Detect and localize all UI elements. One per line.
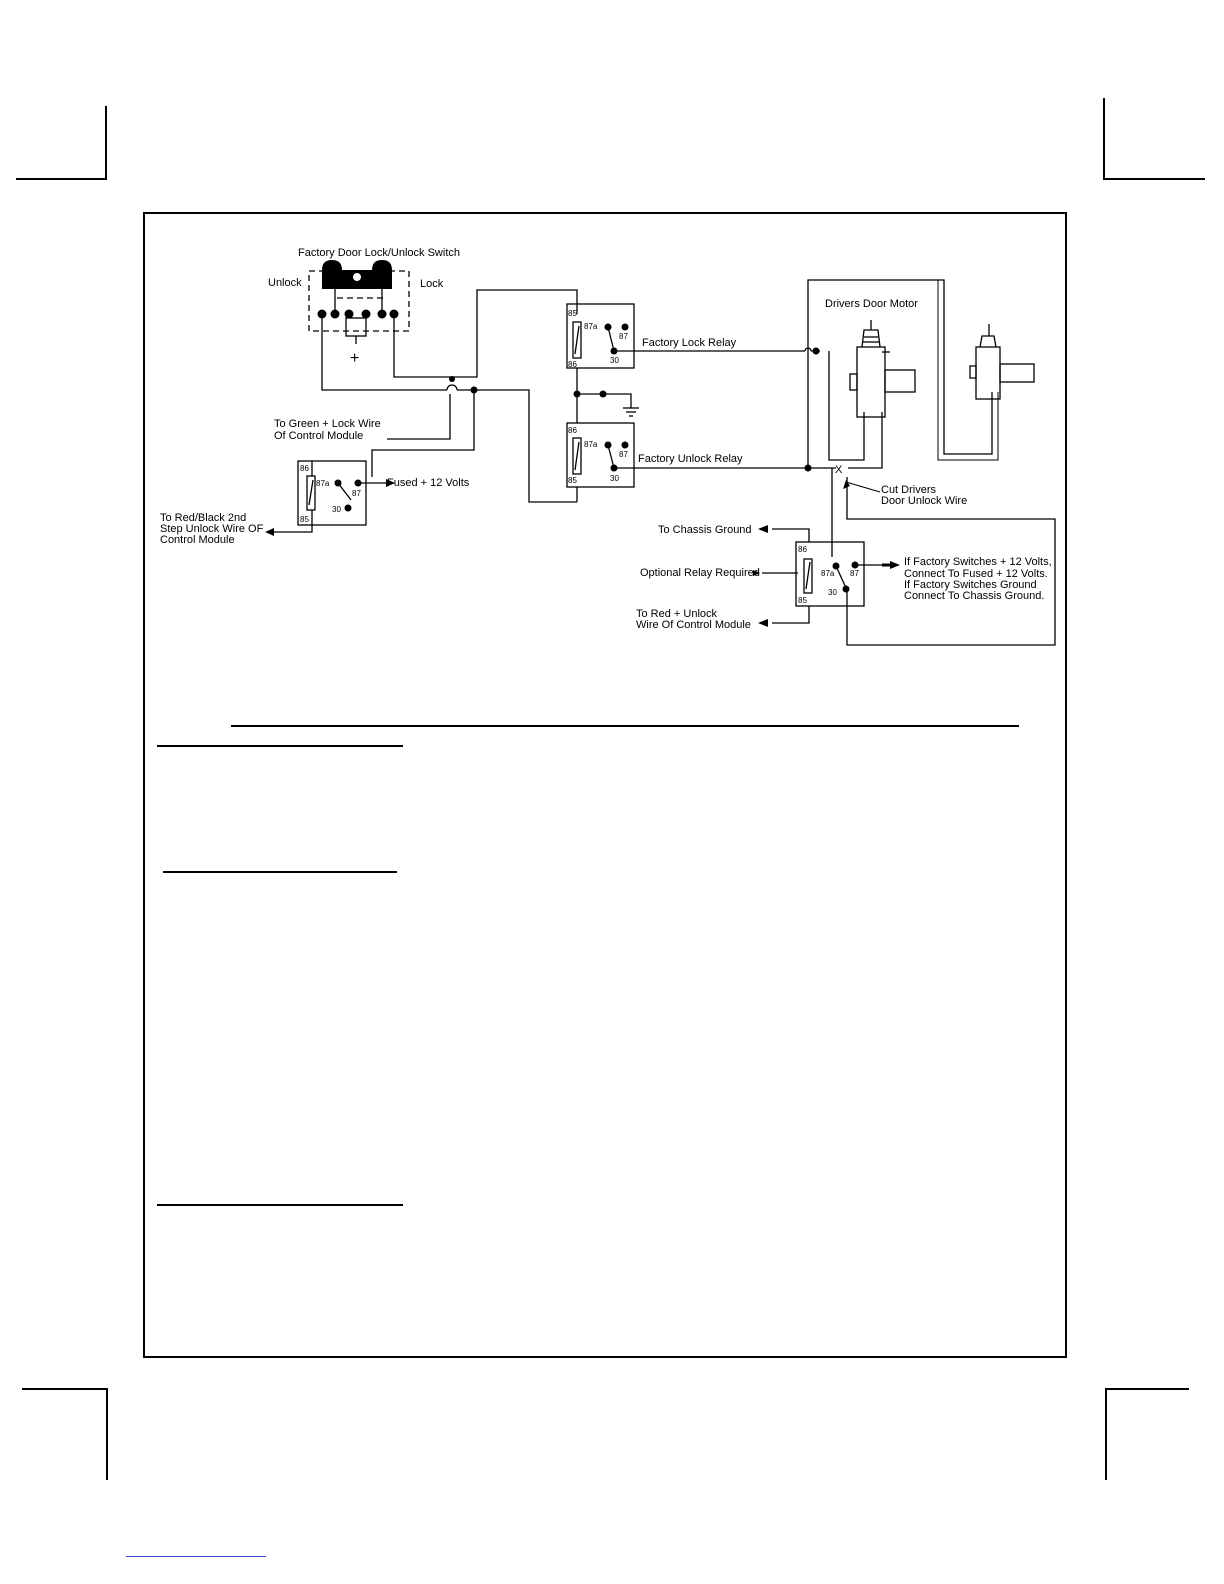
- lock-relay-pin-85: 85: [568, 309, 577, 318]
- bottom-link-line: [126, 1556, 266, 1557]
- factory-lock-relay-label: Factory Lock Relay: [642, 337, 737, 349]
- switch-plus: +: [350, 350, 360, 367]
- left-relay-pin-86: 86: [300, 464, 309, 473]
- chassis-ground-label: To Chassis Ground: [658, 524, 752, 536]
- wire-switch-unlock: [322, 314, 447, 390]
- optional-relay-pin-87: 87: [850, 569, 859, 578]
- cut-label-1: Cut Drivers: [881, 484, 937, 496]
- unlock-relay-pin-30: 30: [610, 474, 619, 483]
- note-line-2: Connect To Fused + 12 Volts.: [904, 568, 1048, 580]
- crop-mark-bottom-right-v: [1105, 1388, 1107, 1480]
- redblack-label-3: Control Module: [160, 534, 235, 546]
- cut-label-2: Door Unlock Wire: [881, 495, 968, 507]
- factory-unlock-relay-label: Factory Unlock Relay: [638, 453, 743, 465]
- section-rule-3: [157, 1204, 403, 1206]
- switch-lock-label: Lock: [420, 278, 444, 290]
- left-relay-pin-87: 87: [352, 489, 361, 498]
- left-relay-pin-30: 30: [332, 505, 341, 514]
- crop-mark-bottom-left-h: [22, 1388, 108, 1390]
- crop-mark-bottom-left-v: [106, 1388, 108, 1480]
- optional-relay-pin-86: 86: [798, 545, 807, 554]
- note-line-4: Connect To Chassis Ground.: [904, 590, 1045, 602]
- lock-relay-pin-30: 30: [610, 356, 619, 365]
- switch-title: Factory Door Lock/Unlock Switch: [298, 247, 460, 259]
- section-rule-main: [231, 725, 1019, 727]
- unlock-relay-pin-85: 85: [568, 476, 577, 485]
- left-relay-pin-85: 85: [300, 515, 309, 524]
- green-lock-label-1: To Green + Lock Wire: [274, 418, 381, 430]
- switch-unlock-label: Unlock: [268, 277, 302, 289]
- crop-mark-top-left-h: [16, 178, 107, 180]
- wire-green-lock: [387, 394, 450, 439]
- redblack-label-2: Step Unlock Wire OF: [160, 523, 264, 535]
- left-relay-pin-87a: 87a: [316, 479, 330, 488]
- green-lock-label-2: Of Control Module: [274, 430, 364, 442]
- crop-mark-bottom-right-h: [1105, 1388, 1189, 1390]
- crop-mark-top-right-h: [1103, 178, 1205, 180]
- red-unlock-label-1: To Red + Unlock: [636, 608, 718, 620]
- unlock-relay-pin-87: 87: [619, 450, 628, 459]
- optional-relay-pin-85: 85: [798, 596, 807, 605]
- lock-relay-pin-86: 86: [568, 360, 577, 369]
- optional-relay-label: Optional Relay Required: [640, 567, 760, 579]
- wire-switch-lock: [394, 290, 577, 377]
- note-line-3: If Factory Switches Ground: [904, 579, 1037, 591]
- unlock-relay-pin-87a: 87a: [584, 440, 598, 449]
- crop-mark-top-right-v: [1103, 98, 1105, 180]
- cut-mark: X: [835, 464, 843, 476]
- optional-relay-pin-30: 30: [828, 588, 837, 597]
- optional-relay-pin-87a: 87a: [821, 569, 835, 578]
- section-rule-2: [163, 871, 397, 873]
- lock-relay-pin-87: 87: [619, 332, 628, 341]
- crop-mark-top-left-v: [105, 106, 107, 180]
- page-frame: [143, 212, 1067, 1358]
- wiring-diagram: [145, 214, 1065, 674]
- unlock-relay-pin-86: 86: [568, 426, 577, 435]
- fused-12v-label: Fused + 12 Volts: [387, 477, 470, 489]
- switch-rocker-box: [346, 318, 366, 336]
- drivers-door-motor-label: Drivers Door Motor: [825, 298, 918, 310]
- passenger-door-motor: [976, 347, 1000, 399]
- lock-relay-pin-87a: 87a: [584, 322, 598, 331]
- drivers-door-motor: [857, 347, 885, 417]
- note-line-1: If Factory Switches + 12 Volts,: [904, 556, 1052, 568]
- redblack-label-1: To Red/Black 2nd: [160, 512, 247, 524]
- red-unlock-label-2: Wire Of Control Module: [636, 619, 751, 631]
- section-rule-1: [157, 745, 403, 747]
